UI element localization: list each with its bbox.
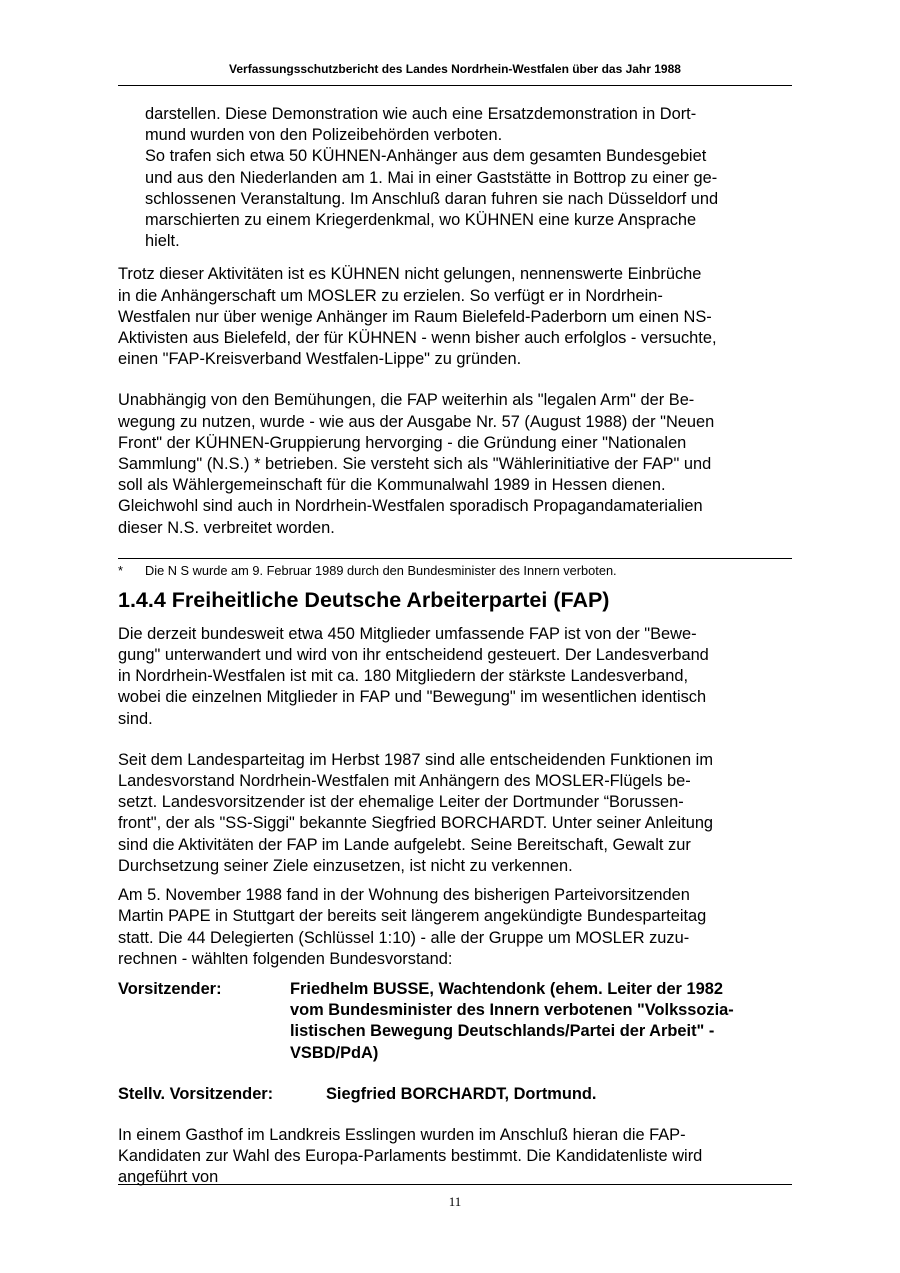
deputy-label: Stellv. Vorsitzender: [118,1084,274,1103]
footnote [118,562,792,580]
chair-label: Vorsitzender: [118,979,222,998]
paragraph-nationale-sammlung [118,390,792,538]
text-line: Am 5. November 1988 fand in der Wohnung des bisherigen Parteivorsitzenden [118,886,690,905]
chair-value [290,979,792,1064]
text-line: darstellen. Diese Demonstration wie auch eine Ersatzdemonstration in Dort- [145,105,697,123]
text-line: wegung zu nutzen, wurde - wie aus der Ausgabe Nr. 57 (August 1988) der "Neuen [118,412,715,431]
text-line: marschierten zu einem Kriegerdenkmal, wo KÜHNEN eine kurze Ansprache [145,211,697,230]
paragraph-fap-membership [118,624,792,730]
board-chair-row [118,979,792,1064]
footnote-text: Die N S wurde am 9. Februar 1989 durch den Bundesminister des Innern verboten. [145,562,617,578]
page-number: 11 [448,1194,462,1209]
text-line: wobei die einzelnen Mitglieder in FAP und "Bewegung" im wesentlichen identisch [118,688,707,707]
intro-indented-block [118,104,792,252]
text-line: dieser N.S. verbreitet worden. [118,518,335,537]
text-line: mund wurden von den Polizeibehörden verboten. [145,126,503,145]
text-line: Trotz dieser Aktivitäten ist es KÜHNEN nicht gelungen, nennenswerte Einbrüche [118,265,702,284]
text-line: soll als Wählergemeinschaft für die Kommunalwahl 1989 in Hessen dienen. [118,476,666,495]
text-line: Landesvorstand Nordrhein-Westfalen mit Anhängern des MOSLER-Flügels be- [118,772,691,791]
text-line: Front" der KÜHNEN-Gruppierung hervorging - die Gründung einer "Nationalen [118,433,687,452]
footnote-rule [118,558,792,559]
footnote-mark: * [118,562,123,578]
text-line: sind. [118,709,153,728]
text-line: So trafen sich etwa 50 KÜHNEN-Anhänger aus dem gesamten Bundesgebiet [145,147,707,166]
text-line: Sammlung" (N.S.) * betrieben. Sie versteht sich als "Wählerinitiative der FAP" und [118,455,712,474]
section-heading: 1.4.4 Freiheitliche Deutsche Arbeiterpartei (FAP) [118,587,610,612]
text-line: Friedhelm BUSSE, Wachtendonk (ehem. Leiter der 1982 [290,979,723,998]
text-line: Westfalen nur über wenige Anhänger im Raum Bielefeld-Paderborn um einen NS- [118,307,712,326]
board-deputy-row [118,1084,792,1105]
text-line: in die Anhängerschaft um MOSLER zu erzielen. So verfügt er in Nordrhein- [118,286,663,305]
text-line: In einem Gasthof im Landkreis Esslingen wurden im Anschluß hieran die FAP- [118,1125,686,1144]
paragraph-landesparteitag [118,750,792,877]
text-line: rechnen - wählten folgenden Bundesvorstand: [118,949,453,968]
text-line: Die derzeit bundesweit etwa 450 Mitglieder umfassende FAP ist von der "Bewe- [118,624,697,643]
text-line: listischen Bewegung Deutschlands/Partei der Arbeit" - [290,1022,715,1041]
text-line: gung" unterwandert und wird von ihr entscheidend gesteuert. Der Landesverband [118,646,709,665]
text-line: Aktivisten aus Bielefeld, der für KÜHNEN - wenn bisher auch erfolglos - versuchte, [118,329,717,348]
deputy-value: Siegfried BORCHARDT, Dortmund. [326,1084,597,1103]
text-line: hielt. [145,232,180,251]
text-line: setzt. Landesvorsitzender ist der ehemalige Leiter der Dortmunder “Borussen- [118,793,684,812]
page-body [118,104,792,1189]
text-line: front", der als "SS-Siggi" bekannte Siegfried BORCHARDT. Unter seiner Anleitung [118,814,714,833]
text-line: sind die Aktivitäten der FAP im Lande aufgelebt. Seine Bereitschaft, Gewalt zur [118,835,691,854]
text-line: Martin PAPE in Stuttgart der bereits seit längerem angekündigte Bundesparteitag [118,907,707,926]
text-line: in Nordrhein-Westfalen ist mit ca. 180 Mitgliedern der stärkste Landesverband, [118,667,689,686]
text-line: schlossenen Veranstaltung. Im Anschluß daran fuhren sie nach Düsseldorf und [145,189,719,208]
paragraph-bundesparteitag [118,885,792,970]
text-line: und aus den Niederlanden am 1. Mai in einer Gaststätte in Bottrop zu einer ge- [145,168,718,187]
running-header: Verfassungsschutzbericht des Landes Nordrhein-Westfalen über das Jahr 1988 [229,62,681,76]
text-line: vom Bundesminister des Innern verbotenen "Volkssozia- [290,1001,734,1020]
footer-rule [118,1184,792,1185]
text-line: einen "FAP-Kreisverband Westfalen-Lippe" zu gründen. [118,350,522,369]
text-line: Durchsetzung seiner Ziele einzusetzen, ist nicht zu verkennen. [118,856,573,875]
paragraph-europa-kandidaten [118,1125,792,1189]
header-rule [118,85,792,86]
text-line: Gleichwohl sind auch in Nordrhein-Westfalen sporadisch Propagandamaterialien [118,497,703,516]
text-line: angeführt von [118,1168,219,1187]
text-line: Unabhängig von den Bemühungen, die FAP weiterhin als "legalen Arm" der Be- [118,391,695,410]
text-line: statt. Die 44 Delegierten (Schlüssel 1:10) - alle der Gruppe um MOSLER zuzu- [118,928,690,947]
text-line: VSBD/PdA) [290,1043,379,1062]
text-line: Seit dem Landesparteitag im Herbst 1987 sind alle entscheidenden Funktionen im [118,750,713,769]
text-line: Kandidaten zur Wahl des Europa-Parlaments bestimmt. Die Kandidatenliste wird [118,1147,703,1166]
paragraph-kuehnen-activities [118,264,792,370]
